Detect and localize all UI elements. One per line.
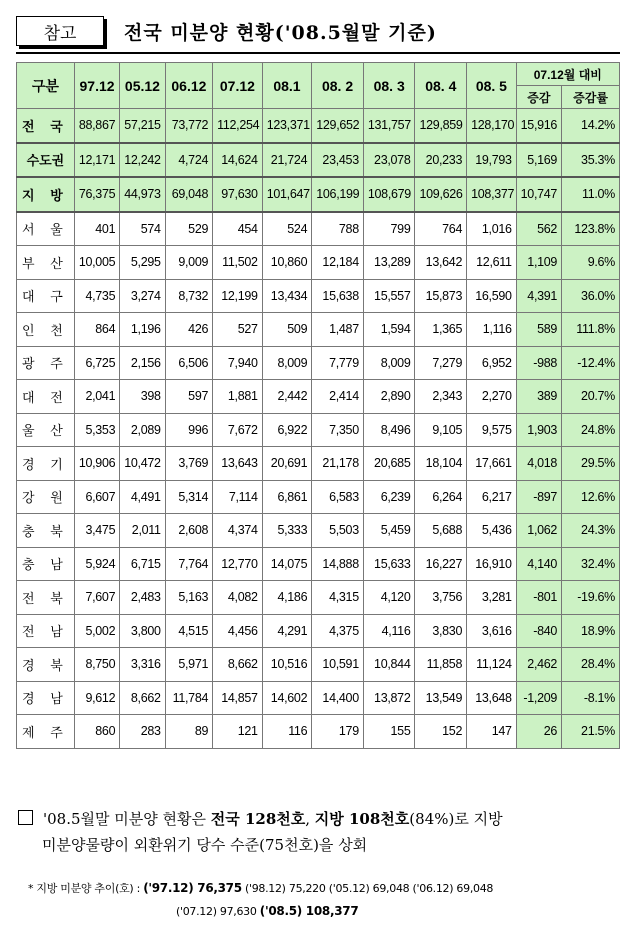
value-cell: 4,116 [363,614,415,648]
value-cell: 3,800 [120,614,165,648]
value-cell: 147 [467,715,517,749]
value-cell: 109,626 [415,177,467,212]
value-cell: 2,483 [120,581,165,615]
value-cell: 7,940 [213,346,263,380]
value-cell: 13,648 [467,681,517,715]
value-cell: 21,724 [262,143,312,178]
value-cell: 8,662 [120,681,165,715]
value-cell: 10,906 [74,447,119,481]
rate-cell: 21.5% [562,715,620,749]
col-header: 08. 2 [312,63,364,109]
rate-cell: 123.8% [562,212,620,246]
value-cell: 6,506 [165,346,212,380]
region-name: 경 기 [17,447,75,481]
table-row [17,413,620,447]
value-cell: 16,910 [467,547,517,581]
rate-cell: -12.4% [562,346,620,380]
value-cell: 3,830 [415,614,467,648]
value-cell: 4,375 [312,614,364,648]
value-cell: 7,114 [213,480,263,514]
rate-cell: 24.3% [562,514,620,548]
value-cell: 398 [120,380,165,414]
rate-cell: 9.6% [562,246,620,280]
value-cell: 6,725 [74,346,119,380]
value-cell: 13,289 [363,246,415,280]
value-cell: 4,082 [213,581,263,615]
footnote-text: ('98.12) 75,220 ('05.12) 69,048 ('06.12) 69,048 [241,882,494,895]
delta-cell: 15,916 [516,109,561,143]
summary-row [17,143,620,178]
region-name: 인 천 [17,313,75,347]
value-cell: 128,170 [467,109,517,143]
col-header: 08. 3 [363,63,415,109]
value-cell: 9,575 [467,413,517,447]
value-cell: 4,515 [165,614,212,648]
value-cell: 15,633 [363,547,415,581]
value-cell: 13,642 [415,246,467,280]
value-cell: 10,516 [262,648,312,682]
value-cell: 2,442 [262,380,312,414]
delta-cell: 5,169 [516,143,561,178]
value-cell: 864 [74,313,119,347]
value-cell: 155 [363,715,415,749]
value-cell: 6,583 [312,480,364,514]
value-cell: 7,607 [74,581,119,615]
region-name: 대 전 [17,380,75,414]
value-cell: 14,888 [312,547,364,581]
value-cell: 4,291 [262,614,312,648]
rate-cell: 28.4% [562,648,620,682]
value-cell: 8,009 [363,346,415,380]
value-cell: 101,647 [262,177,312,212]
rate-cell: -19.6% [562,581,620,615]
value-cell: 5,971 [165,648,212,682]
col-header: 08. 5 [467,63,517,109]
note-bold-national: 전국 128천호 [210,810,306,828]
value-cell: 18,104 [415,447,467,481]
table-row [17,246,620,280]
value-cell: 527 [213,313,263,347]
page-title: 전국 미분양 현황('08.5월말 기준) [124,22,437,44]
value-cell: 2,608 [165,514,212,548]
value-cell: 7,672 [213,413,263,447]
value-cell: 6,952 [467,346,517,380]
value-cell: 5,436 [467,514,517,548]
rate-cell: 111.8% [562,313,620,347]
value-cell: 1,196 [120,313,165,347]
value-cell: 2,414 [312,380,364,414]
value-cell: 13,872 [363,681,415,715]
value-cell: 15,638 [312,279,364,313]
value-cell: 131,757 [363,109,415,143]
region-name: 서 울 [17,212,75,246]
value-cell: 2,890 [363,380,415,414]
value-cell: 23,453 [312,143,364,178]
value-cell: 2,270 [467,380,517,414]
delta-cell: 589 [516,313,561,347]
delta-cell: -897 [516,480,561,514]
value-cell: 5,002 [74,614,119,648]
region-header: 구분 [17,63,75,109]
value-cell: 3,769 [165,447,212,481]
value-cell: 9,009 [165,246,212,280]
value-cell: 4,724 [165,143,212,178]
value-cell: 13,549 [415,681,467,715]
value-cell: 123,371 [262,109,312,143]
value-cell: 108,377 [467,177,517,212]
value-cell: 10,591 [312,648,364,682]
value-cell: 129,652 [312,109,364,143]
note-bold-provincial: 지방 108천호 [314,810,410,828]
value-cell: 4,456 [213,614,263,648]
value-cell: 14,857 [213,681,263,715]
value-cell: 73,772 [165,109,212,143]
delta-cell: 389 [516,380,561,414]
value-cell: 1,487 [312,313,364,347]
value-cell: 16,227 [415,547,467,581]
value-cell: 15,873 [415,279,467,313]
value-cell: 97,630 [213,177,263,212]
value-cell: 9,612 [74,681,119,715]
unsold-housing-table [16,62,620,749]
table-row [17,346,620,380]
rate-cell: 20.7% [562,380,620,414]
col-header: 06.12 [165,63,212,109]
value-cell: 14,602 [262,681,312,715]
value-cell: 129,859 [415,109,467,143]
rate-cell: 29.5% [562,447,620,481]
value-cell: 6,922 [262,413,312,447]
value-cell: 2,343 [415,380,467,414]
value-cell: 3,475 [74,514,119,548]
value-cell: 509 [262,313,312,347]
value-cell: 112,254 [213,109,263,143]
delta-cell: 4,018 [516,447,561,481]
value-cell: 524 [262,212,312,246]
value-cell: 426 [165,313,212,347]
value-cell: 799 [363,212,415,246]
rate-cell: 24.8% [562,413,620,447]
region-name: 충 북 [17,514,75,548]
value-cell: 19,793 [467,143,517,178]
value-cell: 12,171 [74,143,119,178]
value-cell: 529 [165,212,212,246]
value-cell: 6,715 [120,547,165,581]
value-cell: 2,041 [74,380,119,414]
delta-cell: 2,462 [516,648,561,682]
value-cell: 12,184 [312,246,364,280]
value-cell: 14,075 [262,547,312,581]
value-cell: 4,186 [262,581,312,615]
col-header: 08.1 [262,63,312,109]
value-cell: 11,858 [415,648,467,682]
value-cell: 14,400 [312,681,364,715]
value-cell: 20,685 [363,447,415,481]
title-underline [16,52,620,54]
value-cell: 3,274 [120,279,165,313]
table-row [17,380,620,414]
col-header: 07.12 [213,63,263,109]
value-cell: 8,750 [74,648,119,682]
col-header: 08. 4 [415,63,467,109]
value-cell: 5,688 [415,514,467,548]
table-row [17,447,620,481]
value-cell: 6,239 [363,480,415,514]
value-cell: 106,199 [312,177,364,212]
region-name: 전 남 [17,614,75,648]
value-cell: 44,973 [120,177,165,212]
value-cell: 4,315 [312,581,364,615]
footnote [28,877,493,923]
rate-cell: 14.2% [562,109,620,143]
value-cell: 4,374 [213,514,263,548]
value-cell: 1,116 [467,313,517,347]
note-text: , [305,810,315,828]
reference-label: 참고 [16,16,104,46]
value-cell: 5,353 [74,413,119,447]
value-cell: 1,016 [467,212,517,246]
value-cell: 6,861 [262,480,312,514]
table-row [17,480,620,514]
value-cell: 20,233 [415,143,467,178]
rate-cell: -8.1% [562,681,620,715]
region-name: 지 방 [17,177,75,212]
rate-cell: 12.6% [562,480,620,514]
value-cell: 3,756 [415,581,467,615]
value-cell: 21,178 [312,447,364,481]
rate-cell: 11.0% [562,177,620,212]
value-cell: 13,643 [213,447,263,481]
col-header: 97.12 [74,63,119,109]
value-cell: 11,784 [165,681,212,715]
delta-cell: -1,209 [516,681,561,715]
value-cell: 14,624 [213,143,263,178]
delta-cell: -801 [516,581,561,615]
table-row [17,648,620,682]
delta-cell: 1,062 [516,514,561,548]
value-cell: 12,242 [120,143,165,178]
value-cell: 1,881 [213,380,263,414]
value-cell: 2,156 [120,346,165,380]
rate-cell: 36.0% [562,279,620,313]
value-cell: 8,732 [165,279,212,313]
header [16,12,620,48]
table-row [17,614,620,648]
value-cell: 788 [312,212,364,246]
region-name: 부 산 [17,246,75,280]
region-name: 제 주 [17,715,75,749]
value-cell: 5,924 [74,547,119,581]
value-cell: 1,594 [363,313,415,347]
value-cell: 5,459 [363,514,415,548]
region-name: 전 국 [17,109,75,143]
value-cell: 3,316 [120,648,165,682]
delta-cell: 4,140 [516,547,561,581]
region-name: 광 주 [17,346,75,380]
value-cell: 16,590 [467,279,517,313]
value-cell: 10,472 [120,447,165,481]
rate-cell: 32.4% [562,547,620,581]
delta-cell: 1,903 [516,413,561,447]
checkbox-bullet-icon [18,810,33,825]
value-cell: 13,434 [262,279,312,313]
value-cell: 10,844 [363,648,415,682]
table-row [17,313,620,347]
value-cell: 9,105 [415,413,467,447]
note-text: '08.5월말 미분양 현황은 [43,810,211,828]
table-row [17,581,620,615]
col-header: 05.12 [120,63,165,109]
value-cell: 69,048 [165,177,212,212]
delta-cell: 10,747 [516,177,561,212]
table-row [17,715,620,749]
footnote-text: ('07.12) 97,630 [176,905,260,918]
value-cell: 116 [262,715,312,749]
region-name: 울 산 [17,413,75,447]
value-cell: 12,199 [213,279,263,313]
value-cell: 5,163 [165,581,212,615]
summary-note [18,806,618,858]
value-cell: 12,770 [213,547,263,581]
value-cell: 6,217 [467,480,517,514]
rate-cell: 35.3% [562,143,620,178]
value-cell: 283 [120,715,165,749]
value-cell: 179 [312,715,364,749]
summary-row [17,109,620,143]
value-cell: 4,120 [363,581,415,615]
region-name: 경 남 [17,681,75,715]
footnote-bold: ('97.12) 76,375 [143,881,242,895]
rate-header: 증감률 [562,86,620,109]
value-cell: 454 [213,212,263,246]
value-cell: 6,607 [74,480,119,514]
table-row [17,681,620,715]
value-cell: 23,078 [363,143,415,178]
value-cell: 7,350 [312,413,364,447]
delta-cell: 26 [516,715,561,749]
value-cell: 7,779 [312,346,364,380]
table-row [17,212,620,246]
delta-cell: -988 [516,346,561,380]
value-cell: 5,333 [262,514,312,548]
value-cell: 2,089 [120,413,165,447]
region-name: 충 남 [17,547,75,581]
table-row [17,514,620,548]
rate-cell: 18.9% [562,614,620,648]
value-cell: 89 [165,715,212,749]
region-name: 대 구 [17,279,75,313]
footnote-lead: * 지방 미분양 추이(호) : [28,882,144,895]
value-cell: 8,496 [363,413,415,447]
value-cell: 11,502 [213,246,263,280]
value-cell: 8,009 [262,346,312,380]
note-line-2: 미분양물량이 외환위기 당수 수준(75천호)을 상회 [42,836,368,854]
region-name: 강 원 [17,480,75,514]
value-cell: 5,295 [120,246,165,280]
value-cell: 5,503 [312,514,364,548]
value-cell: 7,764 [165,547,212,581]
value-cell: 597 [165,380,212,414]
value-cell: 2,011 [120,514,165,548]
value-cell: 57,215 [120,109,165,143]
value-cell: 76,375 [74,177,119,212]
region-name: 수도권 [17,143,75,178]
value-cell: 108,679 [363,177,415,212]
value-cell: 7,279 [415,346,467,380]
note-text: (84%)로 지방 [409,810,503,828]
value-cell: 6,264 [415,480,467,514]
value-cell: 11,124 [467,648,517,682]
value-cell: 15,557 [363,279,415,313]
header-row-1 [17,63,620,86]
delta-cell: 1,109 [516,246,561,280]
value-cell: 3,281 [467,581,517,615]
value-cell: 401 [74,212,119,246]
table-row [17,547,620,581]
delta-cell: 4,391 [516,279,561,313]
value-cell: 574 [120,212,165,246]
value-cell: 8,662 [213,648,263,682]
region-name: 경 북 [17,648,75,682]
delta-cell: -840 [516,614,561,648]
delta-cell: 562 [516,212,561,246]
value-cell: 10,005 [74,246,119,280]
value-cell: 152 [415,715,467,749]
value-cell: 121 [213,715,263,749]
value-cell: 20,691 [262,447,312,481]
value-cell: 3,616 [467,614,517,648]
summary-row [17,177,620,212]
value-cell: 5,314 [165,480,212,514]
value-cell: 1,365 [415,313,467,347]
value-cell: 764 [415,212,467,246]
value-cell: 4,735 [74,279,119,313]
value-cell: 12,611 [467,246,517,280]
value-cell: 88,867 [74,109,119,143]
delta-header: 증감 [516,86,561,109]
value-cell: 996 [165,413,212,447]
value-cell: 4,491 [120,480,165,514]
region-name: 전 북 [17,581,75,615]
change-group-header: 07.12월 대비 [516,63,619,86]
table-row [17,279,620,313]
value-cell: 10,860 [262,246,312,280]
value-cell: 860 [74,715,119,749]
value-cell: 17,661 [467,447,517,481]
footnote-bold: ('08.5) 108,377 [259,904,359,918]
